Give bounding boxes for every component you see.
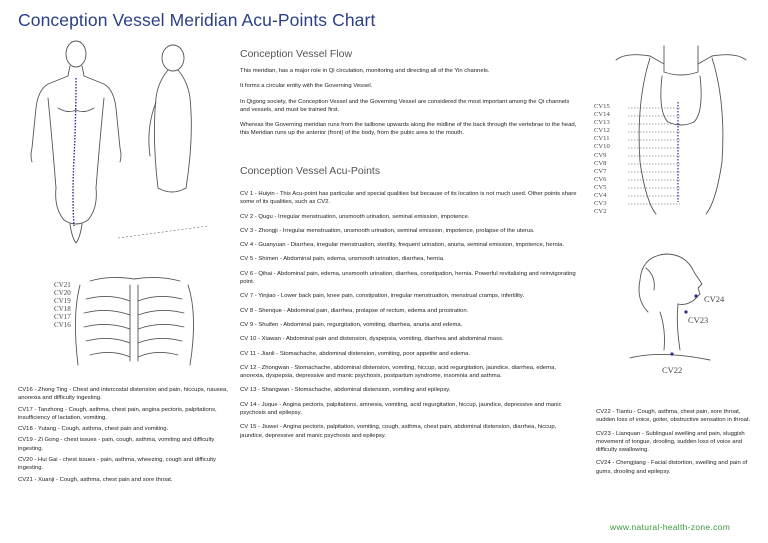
torso-label: CV7 xyxy=(594,167,607,175)
point-description: CV19 - Zi Gong - chest issues - pain, cough, asthma, vomiting and difficulty ingesting. xyxy=(18,437,215,452)
chest-label: CV18 xyxy=(54,305,71,314)
point-description: CV22 - Tiantu - Cough, asthma, chest pain, sore throat, sudden loss of voice, goiter, obstructive sensation in throat. xyxy=(596,409,751,424)
acu-point: CV 5 - Shimen - Abdominal pain, edema, unsmooth urination, diarrhea, hernia. xyxy=(240,256,445,263)
acu-point: CV 6 - Qihai - Abdominal pain, edema, unsmooth urination, diarrhea, constipation, hernia. Powerful revitalising and reinvigorating point. xyxy=(240,270,576,286)
acu-point: CV 1 - Huiyin - This Acu-point has particular and special qualities but because of its location is not much used. Other points share some of its qualities, such as CV2. xyxy=(240,191,577,206)
torso-point-labels xyxy=(594,103,610,216)
cv22-label: CV22 xyxy=(662,365,683,375)
flow-text xyxy=(240,67,580,138)
acu-point: CV 9 - Shuifen - Abdominal pain, regurgitation, vomiting, diarrhea, anuria and edema. xyxy=(240,321,463,328)
chest-ribcage-illustration xyxy=(70,275,200,375)
point-description: CV18 - Yutang - Cough, asthma, chest pain and vomiting. xyxy=(18,426,169,433)
page-title: Conception Vessel Meridian Acu-Points Chart xyxy=(18,10,376,30)
torso-label: CV11 xyxy=(594,135,610,143)
cv24-label: CV24 xyxy=(704,294,725,304)
point-description: CV17 - Tanzhong - Cough, asthma, chest pain, angina pectoris, palpitations, insufficiency of lactation, vomiting. xyxy=(18,406,217,421)
torso-label: CV4 xyxy=(594,192,607,200)
torso-label: CV2 xyxy=(594,208,607,216)
left-points-list xyxy=(18,386,228,484)
acu-point: CV 4 - Guanyuan - Diarrhea, irregular menstruation, sterility, frequent urination, anuria, seminal emission, impotence, hernia. xyxy=(240,242,565,249)
acu-point: CV 13 - Shangwan - Stomachache, abdominal distension, vomiting and epilepsy. xyxy=(240,387,451,394)
point-description: CV24 - Chengjiang - Facial distortion, swelling and pain of gums, drooling and epilepsy. xyxy=(596,460,748,475)
chest-label: CV21 xyxy=(54,281,71,289)
point-description: CV16 - Zhong Ting - Chest and intercostal distension and pain, hiccups, nausea, anorexia and difficulty ingesting. xyxy=(18,387,228,402)
torso-label: CV9 xyxy=(594,151,607,159)
chest-label: CV20 xyxy=(54,289,71,298)
acu-points-list xyxy=(240,190,578,440)
acu-point: CV 12 - Zhongwan - Stomachache, abdominal distension, vomiting, hiccup, acid regurgitation, jaundice, diarrhea, edema, anorexia, dyspepsia, depressive and manic psychosis, postpartum syndrome, insomnia and asthma. xyxy=(240,364,556,380)
flow-paragraph: In Qigong society, the Conception Vessel and the Governing Vessel are considered the most important among the Qi channels and vessels, and must be trained first. xyxy=(240,98,570,113)
acu-point: CV 2 - Qugu - Irregular menstruation, unsmooth urination, seminal emission, impotence. xyxy=(240,213,470,220)
flow-paragraph: This meridian, has a major role in Qi circulation, monitoring and directing all of the Yin channels. xyxy=(240,68,490,74)
acu-point: CV 11 - Jianli - Stomachache, abdominal distension, vomiting, poor appetite and edema. xyxy=(240,350,471,357)
right-points-list xyxy=(596,408,756,476)
chest-label: CV17 xyxy=(54,313,71,322)
torso-label: CV10 xyxy=(594,143,610,151)
flow-heading: Conception Vessel Flow xyxy=(240,48,353,60)
flow-paragraph: It forms a circular entity with the Governing Vessel. xyxy=(240,83,373,90)
point-description: CV20 - Hui Gai - chest issues - pain, asthma, wheezing, cough and difficulty ingesting. xyxy=(18,457,216,472)
torso-label: CV15 xyxy=(594,103,610,110)
point-description: CV21 - Xuanji - Cough, asthma, chest pain and sore throat. xyxy=(18,476,173,483)
torso-illustration xyxy=(606,42,756,217)
torso-label: CV6 xyxy=(594,175,607,183)
chest-point-labels xyxy=(54,281,71,330)
chest-label: CV19 xyxy=(54,297,71,306)
body-figure-illustration xyxy=(18,38,208,250)
acu-points-heading: Conception Vessel Acu-Points xyxy=(240,165,381,177)
acu-point: CV 8 - Shenque - Abdominal pain, diarrhea, prolapse of rectum, edema and prostration. xyxy=(240,307,469,314)
head-neck-illustration xyxy=(620,250,720,370)
chest-label: CV16 xyxy=(54,321,71,330)
torso-label: CV8 xyxy=(594,159,607,167)
point-description: CV23 - Lianquan - Sublingual swelling and pain, sluggish movement of tongue, drooling, sudden loss of voice and difficulty swallowing. xyxy=(596,430,745,454)
torso-label: CV13 xyxy=(594,119,610,127)
torso-label: CV14 xyxy=(594,111,610,119)
acu-point: CV 7 - Yinjiao - Lower back pain, knee pain, constipation, irregular menstruation, menstrual cramps, infertility. xyxy=(240,293,525,300)
acu-point: CV 3 - Zhongji - Irregular menstruation, unsmooth urination, seminal emission, impotence, prolapse of the uterus. xyxy=(240,227,535,234)
acu-point: CV 14 - Juque - Angina pectoris, palpitations, amnesia, vomiting, acid regurgitation, hiccup, jaundice, depressive and manic psychosis and epilepsy. xyxy=(240,401,562,417)
website-url[interactable]: www.natural-health-zone.com xyxy=(610,522,731,532)
acu-point: CV 15 - Jiuwei - Angina pectoris, palpitation, vomiting, cough, asthma, chest pain, abdominal distension, diarrhea, hiccup, jaundice, depressive and manic psychosis and epilepsy. xyxy=(240,424,557,439)
acu-point: CV 10 - Xiawan - Abdominal pain and distension, dyspepsia, vomiting, diarrhea and abdominal mass. xyxy=(240,336,504,343)
flow-paragraph: Whereas the Governing meridian runs from the tailbone upwards along the midline of the back through the vertebrae to the head, this Meridian runs up the anterior (front) of the body, from the pubic area to the mouth. xyxy=(240,122,577,137)
torso-label: CV3 xyxy=(594,200,607,208)
cv23-label: CV23 xyxy=(688,315,709,325)
torso-label: CV12 xyxy=(594,127,610,135)
torso-label: CV5 xyxy=(594,183,607,191)
